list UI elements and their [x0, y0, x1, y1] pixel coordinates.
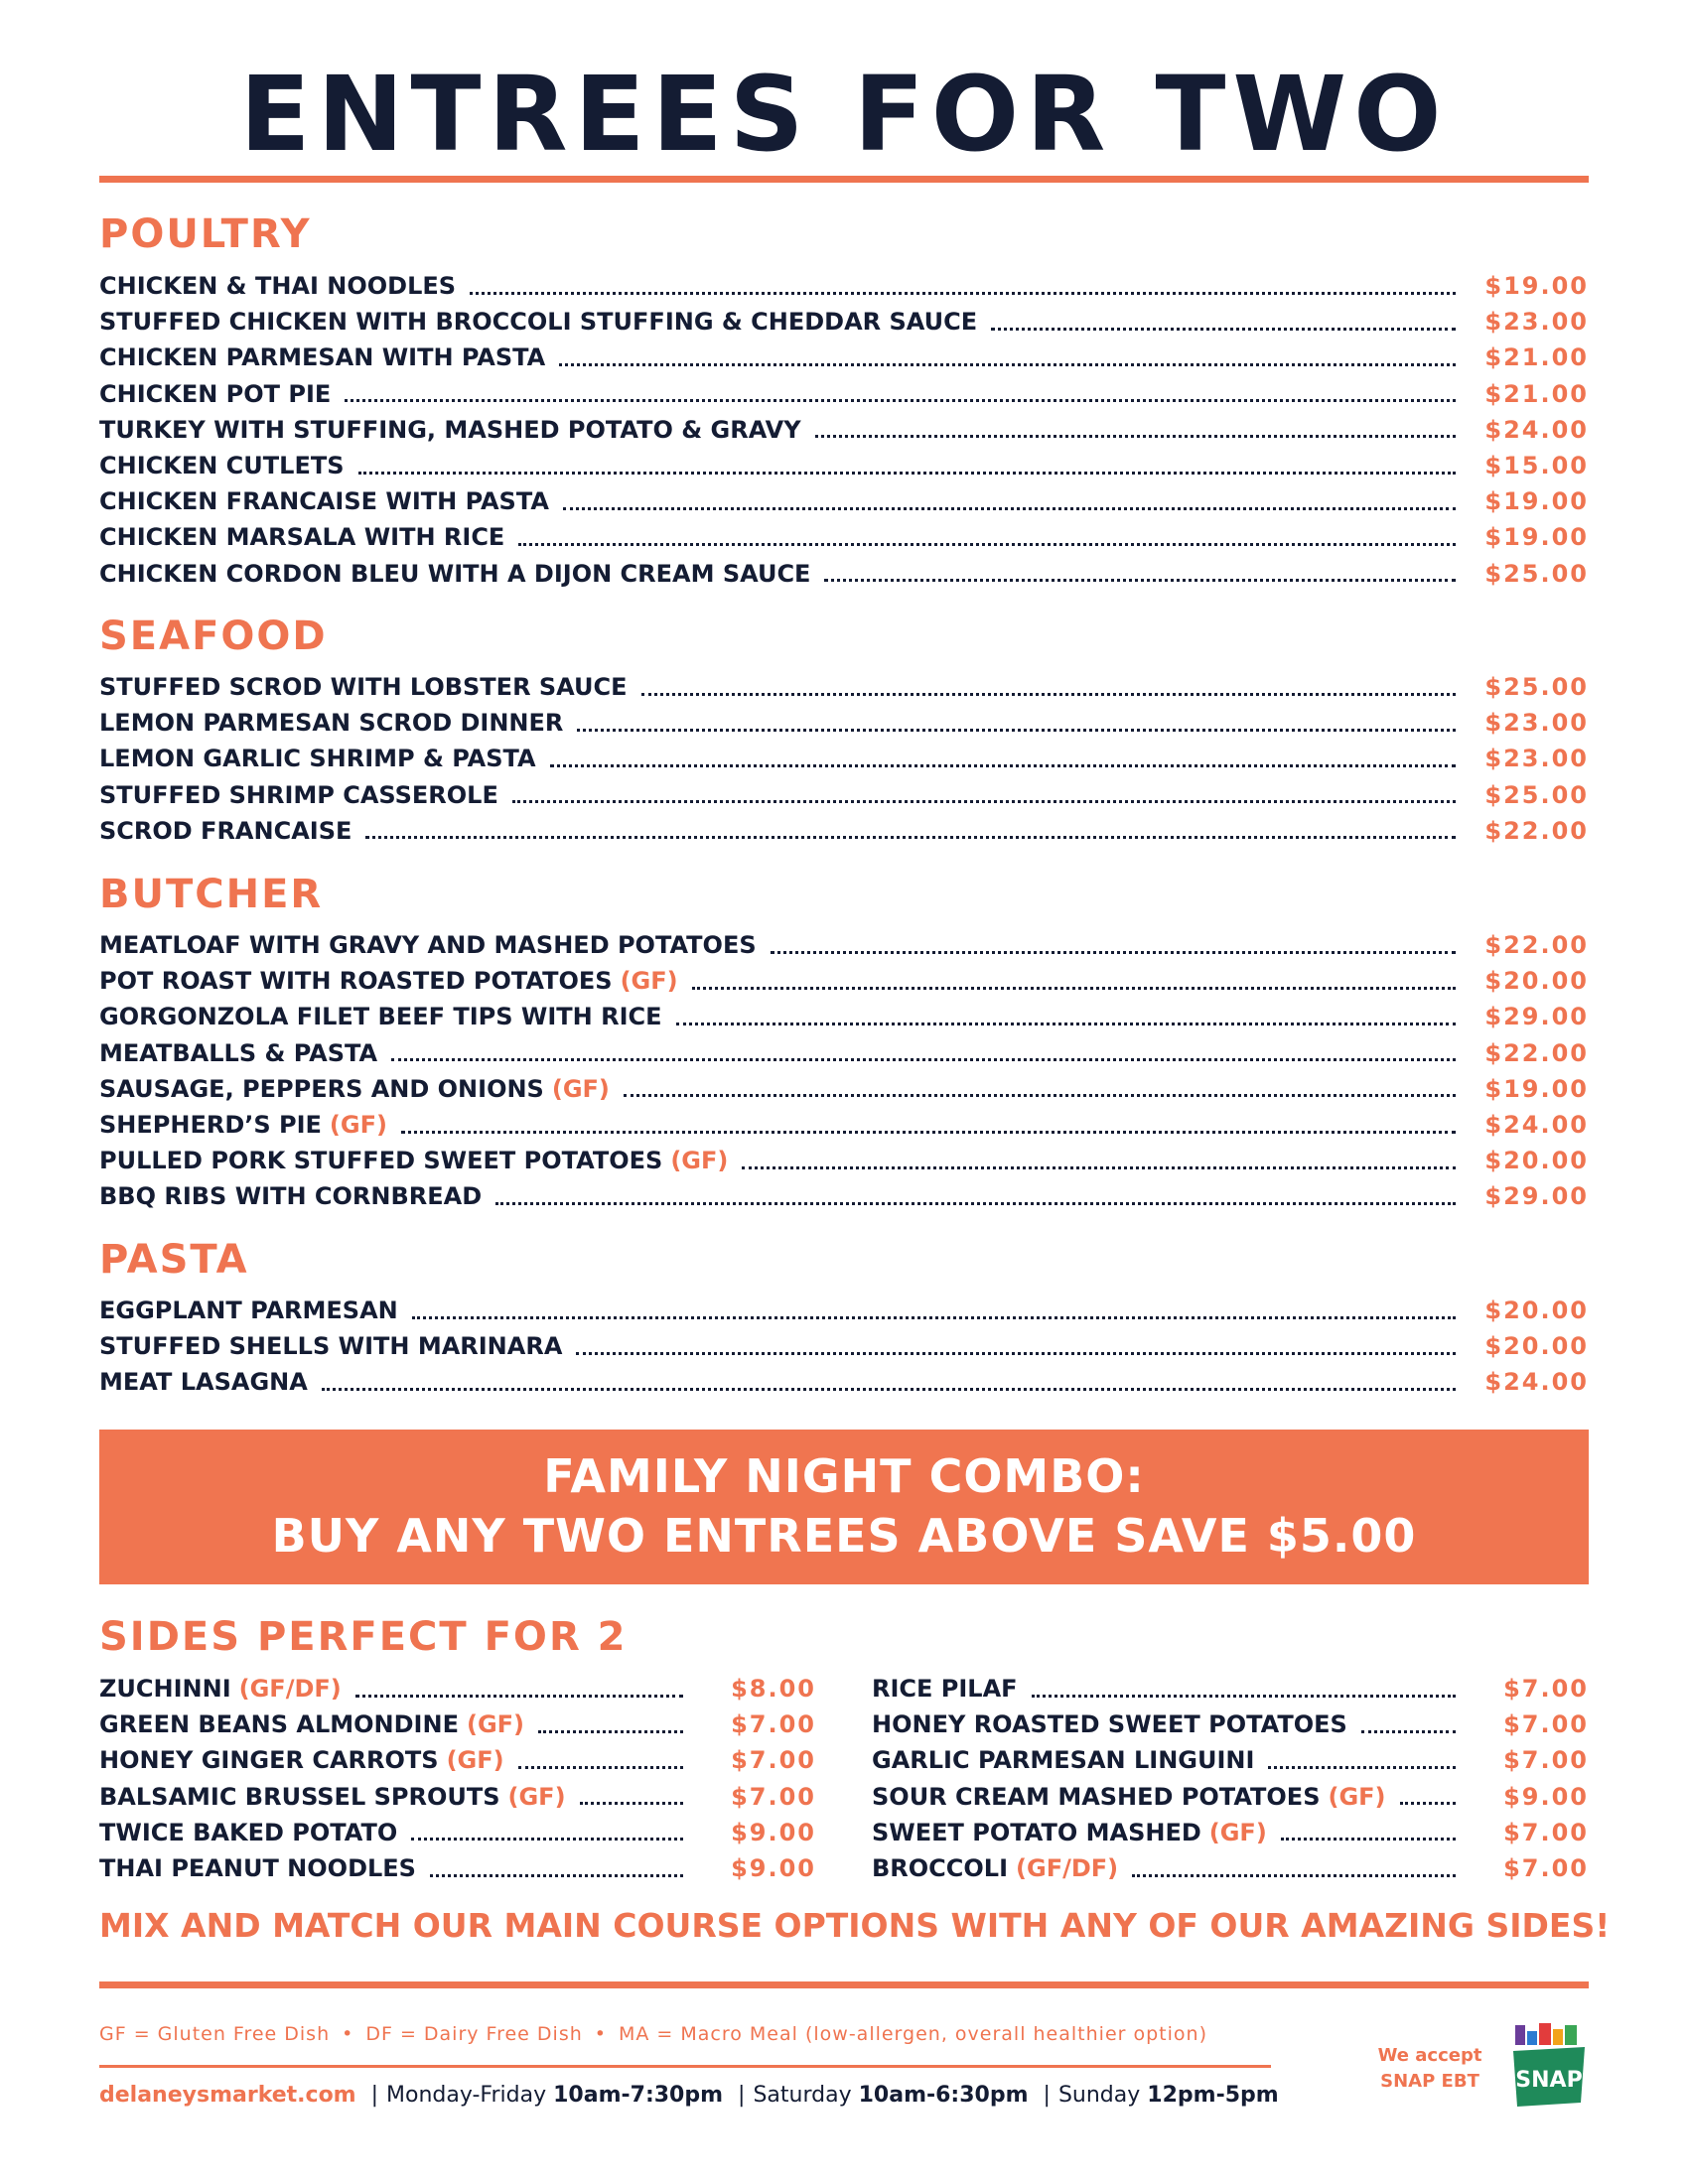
menu-item	[99, 1178, 1589, 1214]
menu-item-price: $24.00	[1484, 1111, 1589, 1139]
dot-leader	[518, 543, 1456, 546]
section-heading-pasta: PASTA	[99, 1237, 249, 1283]
dot-leader	[358, 472, 1457, 475]
dot-leader	[563, 507, 1456, 510]
menu-item-name: POT ROAST WITH ROASTED POTATOES	[99, 967, 613, 996]
menu-item	[872, 1815, 1589, 1850]
menu-item-price: $7.00	[731, 1746, 816, 1775]
menu-item-name: LEMON PARMESAN SCROD DINNER	[99, 709, 564, 738]
snap-line-1: We accept	[1377, 2045, 1482, 2066]
mix-match-tagline: MIX AND MATCH OUR MAIN COURSE OPTIONS WITH ANY OF OUR AMAZING SIDES!	[99, 1906, 1611, 1945]
menu-item-name: STUFFED SHRIMP CASSEROLE	[99, 780, 498, 809]
banner-line-2: BUY ANY TWO ENTREES ABOVE SAVE $5.00	[271, 1509, 1417, 1563]
page-title: ENTREES FOR TWO	[239, 54, 1449, 175]
menu-item	[99, 483, 1589, 519]
menu-item	[99, 340, 1589, 375]
dot-leader	[518, 1766, 683, 1769]
diet-tag: (GF)	[466, 1710, 524, 1739]
menu-item-price: $19.00	[1484, 272, 1589, 300]
menu-item-price: $21.00	[1484, 379, 1589, 408]
menu-item-name: GORGONZOLA FILET BEEF TIPS WITH RICE	[99, 1003, 662, 1031]
menu-item	[99, 705, 1589, 741]
menu-item	[99, 304, 1589, 340]
diet-tag: (GF)	[507, 1782, 566, 1811]
dot-leader	[641, 693, 1456, 696]
dot-leader	[1400, 1802, 1456, 1805]
dot-leader	[345, 399, 1456, 402]
saturday-hours: 10am-6:30pm	[858, 2083, 1029, 2108]
family-combo-banner	[99, 1430, 1589, 1584]
footer-bar: |	[738, 2083, 746, 2108]
store-hours-footer	[99, 2083, 1279, 2108]
dot-leader	[355, 1695, 683, 1698]
menu-item	[99, 1071, 1589, 1107]
menu-item-price: $9.00	[1503, 1782, 1589, 1811]
dot-leader	[580, 1802, 683, 1805]
legend-df: DF = Dairy Free Dish	[365, 2023, 583, 2045]
diet-tag: (GF)	[620, 967, 678, 996]
menu-item-price: $20.00	[1484, 1147, 1589, 1175]
menu-item-name: ZUCHINNI	[99, 1675, 231, 1703]
dot-leader	[495, 1202, 1456, 1205]
menu-item	[99, 1815, 816, 1850]
dot-leader	[576, 1352, 1456, 1355]
menu-item	[99, 412, 1589, 448]
dot-leader	[692, 987, 1456, 990]
menu-item-name: MEATBALLS & PASTA	[99, 1038, 378, 1067]
menu-item-name: MEATLOAF WITH GRAVY AND MASHED POTATOES	[99, 931, 757, 959]
menu-page	[99, 0, 1611, 2184]
menu-item	[99, 448, 1589, 483]
menu-item	[99, 777, 1589, 813]
section-heading-seafood: SEAFOOD	[99, 614, 328, 659]
menu-item-price: $29.00	[1484, 1003, 1589, 1031]
menu-item-price: $25.00	[1484, 559, 1589, 588]
menu-item	[99, 1143, 1589, 1178]
menu-item	[99, 556, 1589, 592]
menu-item	[99, 669, 1589, 705]
menu-item-price: $7.00	[1503, 1710, 1589, 1739]
menu-item-price: $9.00	[731, 1854, 816, 1882]
sunday-label: Sunday	[1057, 2083, 1141, 2108]
menu-item-price: $29.00	[1484, 1182, 1589, 1211]
menu-item-name: HONEY ROASTED SWEET POTATOES	[872, 1710, 1347, 1739]
menu-item	[872, 1706, 1589, 1742]
menu-item	[99, 813, 1589, 849]
menu-item-price: $24.00	[1484, 1368, 1589, 1397]
diet-tag: (GF/DF)	[1016, 1854, 1119, 1882]
menu-item-name: TWICE BAKED POTATO	[99, 1818, 398, 1846]
dot-leader	[991, 328, 1456, 331]
dot-leader	[365, 836, 1456, 839]
menu-item-price: $20.00	[1484, 1297, 1589, 1324]
menu-item-name: MEAT LASAGNA	[99, 1368, 308, 1397]
section-heading-butcher: BUTCHER	[99, 872, 324, 917]
snap-ebt-notice	[1365, 2043, 1494, 2095]
website-link[interactable]: delaneysmarket.com	[99, 2083, 356, 2108]
menu-item-price: $25.00	[1484, 673, 1589, 701]
weekday-label: Monday-Friday	[386, 2083, 547, 2108]
legend-ma: MA = Macro Meal (low-allergen, overall healthier option)	[618, 2023, 1207, 2045]
menu-item	[99, 1742, 816, 1778]
dot-leader	[401, 1131, 1456, 1134]
menu-item-price: $25.00	[1484, 780, 1589, 809]
dot-leader	[411, 1838, 683, 1841]
dot-leader	[824, 579, 1456, 582]
legend-separator: •	[342, 2023, 354, 2045]
menu-item-name: GARLIC PARMESAN LINGUINI	[872, 1746, 1255, 1775]
dot-leader	[550, 764, 1456, 767]
weekday-hours: 10am-7:30pm	[553, 2083, 724, 2108]
diet-tag: (GF/DF)	[238, 1675, 342, 1703]
menu-item-price: $7.00	[1503, 1854, 1589, 1882]
menu-item	[99, 741, 1589, 776]
menu-item	[872, 1850, 1589, 1886]
footer-bar: |	[370, 2083, 379, 2108]
menu-item	[99, 1706, 816, 1742]
dot-leader	[1281, 1838, 1456, 1841]
menu-item-price: $20.00	[1484, 967, 1589, 996]
menu-item-price: $19.00	[1484, 523, 1589, 552]
dot-leader	[559, 363, 1456, 366]
menu-item-price: $7.00	[1503, 1746, 1589, 1775]
menu-item	[99, 376, 1589, 412]
menu-item	[99, 519, 1589, 555]
menu-item-name: SCROD FRANCAISE	[99, 816, 352, 845]
dot-leader	[1361, 1730, 1456, 1733]
menu-item	[99, 999, 1589, 1034]
menu-item-name: THAI PEANUT NOODLES	[99, 1854, 416, 1882]
snap-logo-text: SNAP	[1515, 2068, 1583, 2093]
saturday-label: Saturday	[753, 2083, 852, 2108]
dot-leader	[512, 800, 1456, 803]
menu-item-name: BBQ RIBS WITH CORNBREAD	[99, 1182, 483, 1211]
menu-item-price: $19.00	[1484, 1074, 1589, 1103]
menu-item-name: BALSAMIC BRUSSEL SPROUTS	[99, 1782, 500, 1811]
menu-item-name: EGGPLANT PARMESAN	[99, 1297, 398, 1324]
footer-bar: |	[1043, 2083, 1051, 2108]
menu-item-price: $7.00	[731, 1710, 816, 1739]
menu-item-price: $19.00	[1484, 487, 1589, 516]
menu-item-price: $22.00	[1484, 931, 1589, 959]
dot-leader	[676, 1023, 1456, 1025]
dot-leader	[1132, 1874, 1456, 1877]
dot-leader	[470, 292, 1456, 295]
menu-item-name: SAUSAGE, PEPPERS AND ONIONS	[99, 1074, 544, 1103]
menu-item-name: STUFFED SCROD WITH LOBSTER SAUCE	[99, 673, 628, 701]
banner-line-1: FAMILY NIGHT COMBO:	[543, 1449, 1145, 1503]
snap-line-2: SNAP EBT	[1380, 2071, 1479, 2092]
dot-leader	[412, 1316, 1456, 1319]
menu-item	[99, 268, 1589, 304]
dot-leader	[322, 1388, 1456, 1391]
menu-item-price: $22.00	[1484, 816, 1589, 845]
footer-divider	[99, 1981, 1589, 1988]
legend-gf: GF = Gluten Free Dish	[99, 2023, 331, 2045]
menu-item-price: $22.00	[1484, 1038, 1589, 1067]
diet-tag: (GF)	[1328, 1782, 1386, 1811]
menu-item	[99, 1364, 1589, 1400]
dot-leader	[815, 435, 1456, 438]
menu-item-price: $23.00	[1484, 709, 1589, 738]
menu-item	[99, 1850, 816, 1886]
menu-item-price: $9.00	[731, 1818, 816, 1846]
diet-legend	[99, 2023, 1207, 2045]
menu-item-price: $21.00	[1484, 343, 1589, 372]
menu-item-name: LEMON GARLIC SHRIMP & PASTA	[99, 745, 536, 773]
section-heading-poultry: POULTRY	[99, 211, 312, 257]
menu-item-name: CHICKEN FRANCAISE WITH PASTA	[99, 487, 549, 516]
menu-item-name: CHICKEN & THAI NOODLES	[99, 272, 457, 300]
dot-leader	[391, 1058, 1456, 1061]
menu-item-price: $7.00	[731, 1782, 816, 1811]
dot-leader	[577, 729, 1456, 732]
menu-item-name: SOUR CREAM MASHED POTATOES	[872, 1782, 1321, 1811]
menu-item-price: $20.00	[1484, 1332, 1589, 1361]
diet-tag: (GF)	[1208, 1818, 1267, 1846]
menu-item-name: CHICKEN MARSALA WITH RICE	[99, 523, 505, 552]
menu-item-name: PULLED PORK STUFFED SWEET POTATOES	[99, 1147, 663, 1175]
menu-item-price: $7.00	[1503, 1818, 1589, 1846]
menu-item-name: STUFFED SHELLS WITH MARINARA	[99, 1332, 563, 1361]
menu-item-name: TURKEY WITH STUFFING, MASHED POTATO & GRAVY	[99, 415, 801, 444]
menu-item-name: BROCCOLI	[872, 1854, 1009, 1882]
menu-item-name: CHICKEN POT PIE	[99, 379, 332, 408]
menu-item-name: STUFFED CHICKEN WITH BROCCOLI STUFFING & CHEDDAR SAUCE	[99, 308, 978, 337]
dot-leader	[742, 1166, 1456, 1169]
menu-item	[872, 1742, 1589, 1778]
sunday-hours: 12pm-5pm	[1147, 2083, 1279, 2108]
menu-item	[99, 1107, 1589, 1143]
legend-divider	[99, 2065, 1271, 2068]
menu-item-price: $7.00	[1503, 1675, 1589, 1703]
diet-tag: (GF)	[551, 1074, 610, 1103]
menu-item	[99, 963, 1589, 999]
menu-item-price: $15.00	[1484, 452, 1589, 479]
title-divider	[99, 176, 1589, 183]
menu-item	[99, 927, 1589, 963]
menu-item-price: $23.00	[1484, 308, 1589, 337]
dot-leader	[771, 951, 1456, 954]
menu-item	[99, 1293, 1589, 1328]
menu-item	[872, 1671, 1589, 1706]
menu-item-name: SHEPHERD’S PIE	[99, 1111, 322, 1139]
menu-item-price: $8.00	[731, 1675, 816, 1703]
dot-leader	[1032, 1695, 1456, 1698]
diet-tag: (GF)	[329, 1111, 387, 1139]
menu-item-name: SWEET POTATO MASHED	[872, 1818, 1201, 1846]
menu-item-name: GREEN BEANS ALMONDINE	[99, 1710, 459, 1739]
menu-item-name: HONEY GINGER CARROTS	[99, 1746, 439, 1775]
menu-item	[872, 1779, 1589, 1815]
dot-leader	[430, 1874, 683, 1877]
dot-leader	[624, 1094, 1456, 1097]
menu-item-name: RICE PILAF	[872, 1675, 1018, 1703]
dot-leader	[1268, 1766, 1456, 1769]
menu-item	[99, 1779, 816, 1815]
section-heading-sides: SIDES PERFECT FOR 2	[99, 1614, 628, 1660]
menu-item-name: CHICKEN CORDON BLEU WITH A DIJON CREAM SAUCE	[99, 559, 811, 588]
snap-logo-icon	[1509, 2021, 1589, 2111]
menu-item-price: $24.00	[1484, 415, 1589, 444]
menu-item-name: CHICKEN PARMESAN WITH PASTA	[99, 343, 546, 372]
menu-item	[99, 1671, 816, 1706]
legend-separator: •	[594, 2023, 607, 2045]
diet-tag: (GF)	[670, 1147, 729, 1175]
dot-leader	[538, 1730, 683, 1733]
diet-tag: (GF)	[446, 1746, 504, 1775]
menu-item-name: CHICKEN CUTLETS	[99, 452, 345, 479]
menu-item-price: $23.00	[1484, 745, 1589, 773]
menu-item	[99, 1328, 1589, 1364]
menu-item	[99, 1035, 1589, 1071]
